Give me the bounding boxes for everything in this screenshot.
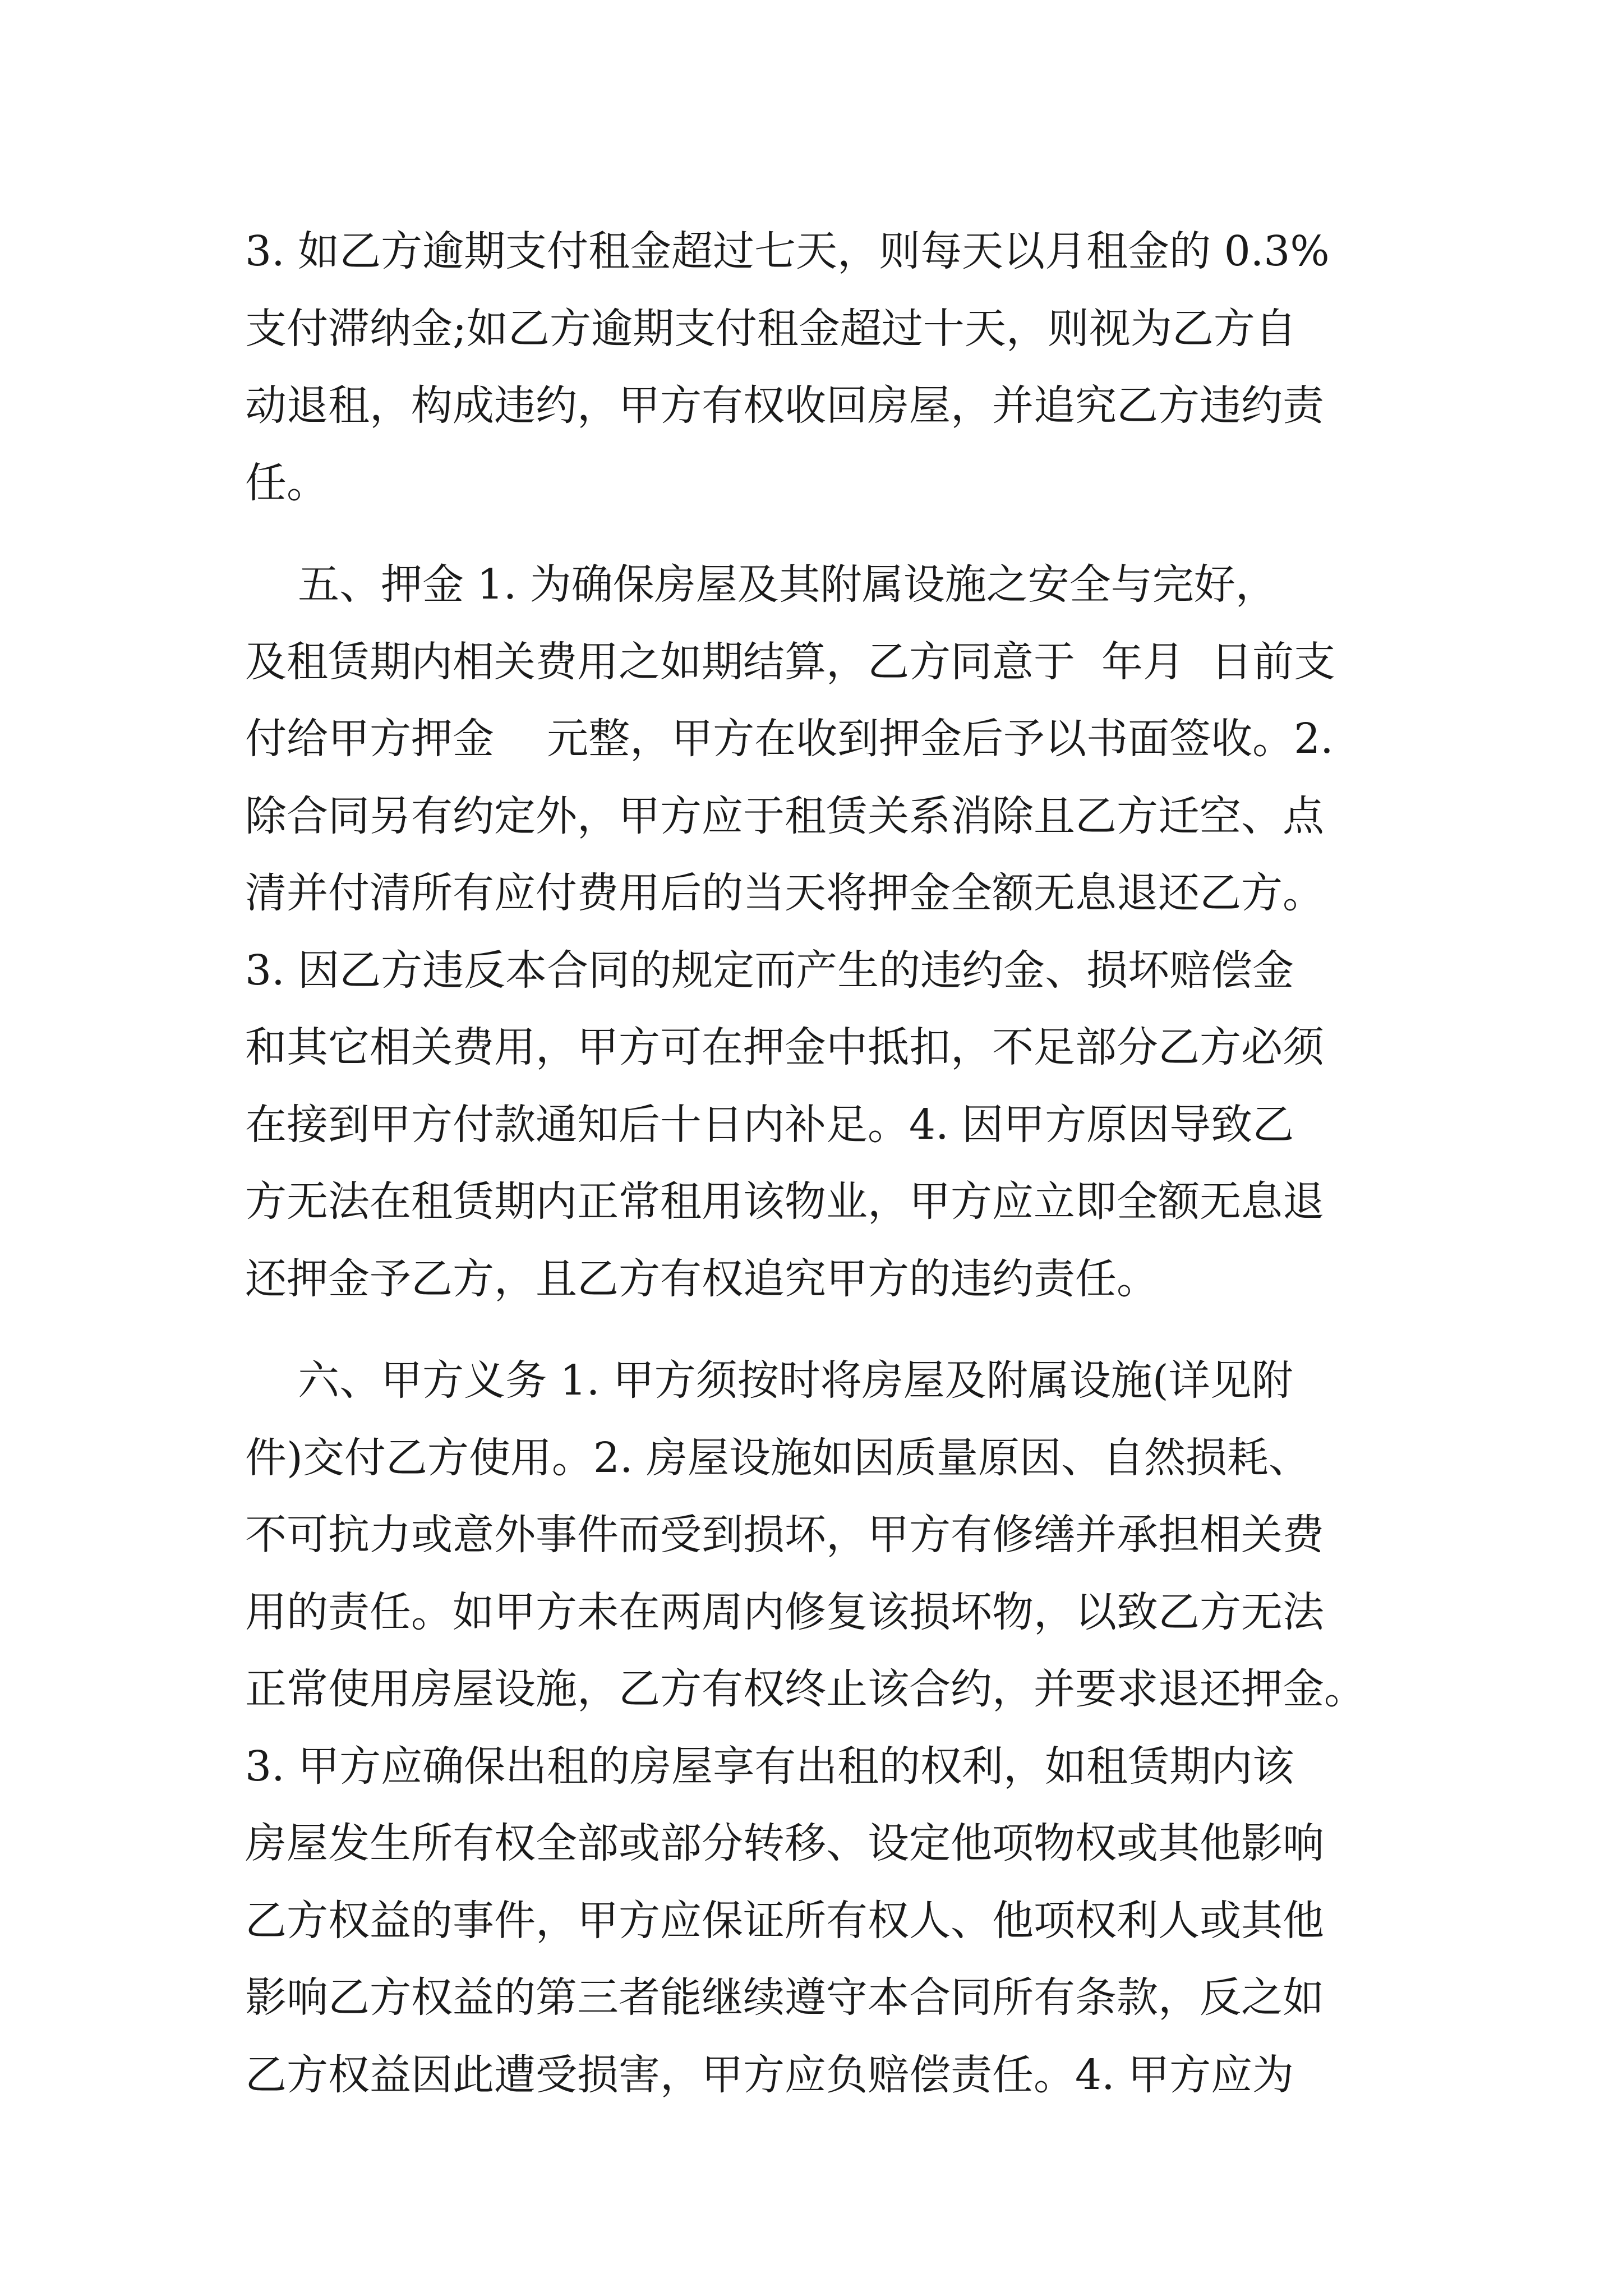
text-line: 正常使用房屋设施，乙方有权终止该合约，并要求退还押金。 — [245, 1665, 1366, 1713]
text-line: 支付滞纳金;如乙方逾期支付租金超过十天，则视为乙方自 — [245, 304, 1297, 353]
contract-body — [245, 213, 1400, 2114]
text-line: 用的责任。如甲方未在两周内修复该损坏物，以致乙方无法 — [245, 1588, 1324, 1636]
text-line: 动退租，构成违约，甲方有权收回房屋，并追究乙方违约责 — [245, 381, 1324, 430]
text-line: 乙方权益因此遭受损害，甲方应负赔偿责任。4. 甲方应为 — [245, 2050, 1294, 2099]
paragraph-deposit — [245, 546, 1400, 1318]
paragraph-gap — [245, 1318, 1400, 1342]
text-line: 清并付清所有应付费用后的当天将押金全额无息退还乙方。 — [245, 869, 1324, 917]
text-line: 不可抗力或意外事件而受到损坏，甲方有修缮并承担相关费 — [245, 1511, 1324, 1559]
text-line: 在接到甲方付款通知后十日内补足。4. 因甲方原因导致乙 — [245, 1100, 1294, 1149]
text-line: 任。 — [245, 458, 328, 507]
text-line: 3. 如乙方逾期支付租金超过七天，则每天以月租金的 0.3% — [245, 227, 1330, 275]
paragraph-party-a-obligations — [245, 1342, 1400, 2114]
text-line: 五、押金 1. 为确保房屋及其附属设施之安全与完好， — [245, 560, 1277, 609]
paragraph-gap — [245, 522, 1400, 546]
text-line: 3. 因乙方违反本合同的规定而产生的违约金、损坏赔偿金 — [245, 946, 1294, 995]
text-line: 六、甲方义务 1. 甲方须按时将房屋及附属设施(详见附 — [245, 1356, 1293, 1405]
text-line: 乙方权益的事件，甲方应保证所有权人、他项权利人或其他 — [245, 1896, 1324, 1945]
text-line: 房屋发生所有权全部或部分转移、设定他项物权或其他影响 — [245, 1819, 1324, 1867]
paragraph-late-payment — [245, 213, 1400, 522]
text-line: 还押金予乙方，且乙方有权追究甲方的违约责任。 — [245, 1254, 1158, 1303]
text-line: 方无法在租赁期内正常租用该物业，甲方应立即全额无息退 — [245, 1177, 1324, 1226]
text-line: 和其它相关费用，甲方可在押金中抵扣，不足部分乙方必须 — [245, 1023, 1324, 1071]
text-line: 除合同另有约定外，甲方应于租赁关系消除且乙方迁空、点 — [245, 792, 1324, 840]
text-line: 付给甲方押金 元整，甲方在收到押金后予以书面签收。2. — [245, 715, 1334, 763]
text-line: 影响乙方权益的第三者能继续遵守本合同所有条款，反之如 — [245, 1973, 1324, 2022]
text-line: 件)交付乙方使用。2. 房屋设施如因质量原因、自然损耗、 — [245, 1433, 1310, 1482]
text-line: 及租赁期内相关费用之如期结算，乙方同意于 年月 日前支 — [245, 637, 1336, 686]
text-line: 3. 甲方应确保出租的房屋享有出租的权利，如租赁期内该 — [245, 1742, 1294, 1791]
